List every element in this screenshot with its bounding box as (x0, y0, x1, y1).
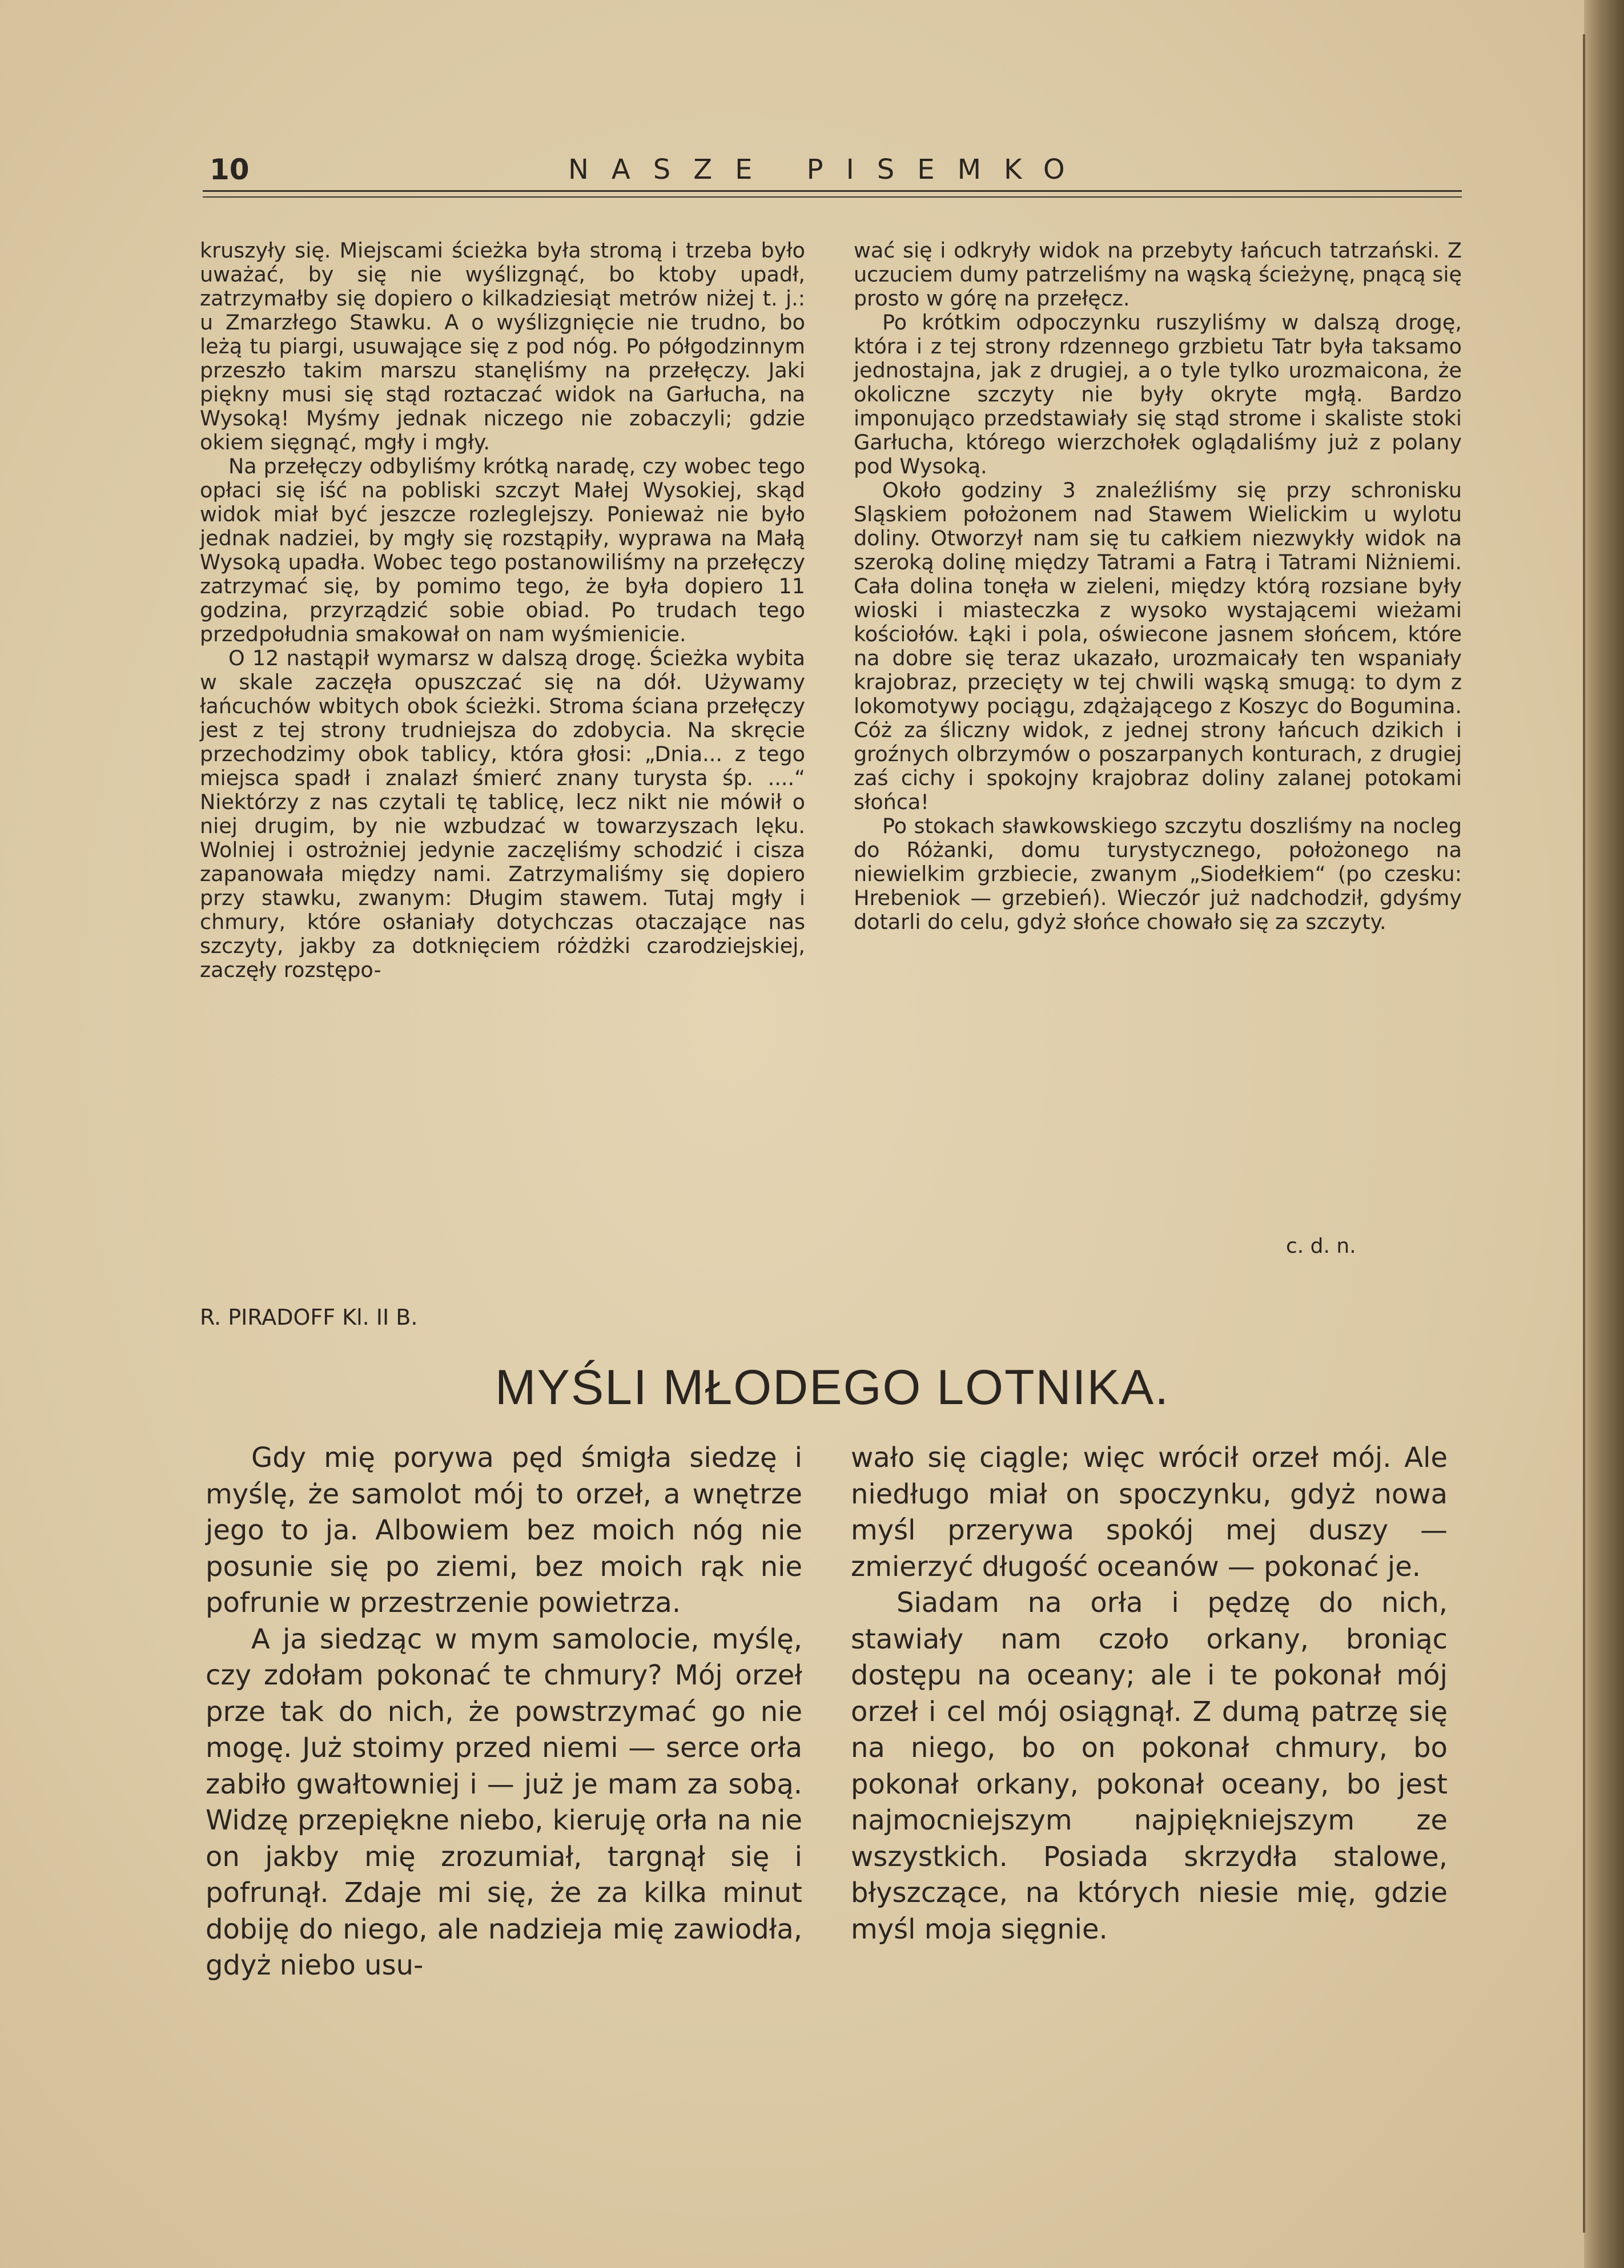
paragraph: Na przełęczy odbyliśmy krótką naradę, czy wobec tego opłaci się iść na pobliski szczyt Małej Wysokiej, skąd widok miał być jeszcze rozleglejszy. Ponieważ nie było jednak nadziei, by mgły się rozstąpiły, wyprawa na Małą Wysoką upadła. Wobec tego postanowiliśmy na przełęczy zatrzymać się, by pomimo tego, że była dopiero 11 godzina, przyrządzić sobie obiad. Po trudach tego przedpołudnia smakował on nam wyśmienicie. (200, 454, 805, 646)
article2-column-left (206, 1440, 802, 1984)
article-title: MYŚLI MŁODEGO LOTNIKA. (495, 1360, 1170, 1415)
page-number: 10 (210, 153, 250, 186)
masthead-title: NASZE PISEMKO (568, 154, 1088, 186)
paragraph: Gdy mię porywa pęd śmigła siedzę i myślę, że samolot mój to orzeł, a wnętrze jego to ja. Albowiem bez moich nóg nie posunie się po ziemi, bez moich rąk nie pofrunie w przestrzenie powietrza. (206, 1442, 802, 1619)
binding-line (1583, 34, 1585, 2233)
article2-column-right (851, 1440, 1448, 1948)
paragraph: A ja siedząc w mym samolocie, myślę, czy zdołam pokonać te chmury? Mój orzeł prze tak do nich, że powstrzymać go nie mogę. Już stoimy przed niemi — serce orła zabiło gwałtowniej i — już je mam za sobą. Widzę przepiękne niebo, kieruję orła na nie on jakby mię zrozumiał, targnął się i pofrunął. Zdaje mi się, że za kilka minut dobiję do niego, ale nadzieja mię zawiodła, gdyż niebo usu- (206, 1623, 802, 1981)
paragraph: Siadam na orła i pędzę do nich, stawiały nam czoło orkany, broniąc dostępu na oceany; ale i te pokonał mój orzeł i cel mój osiągnął. Z dumą patrzę się na niego, bo on pokonał chmury, bo pokonał orkany, pokonał oceany, bo jest najmocniejszym najpiękniejszym ze wszystkich. Posiada skrzydła stalowe, błyszczące, na których niesie mię, gdzie myśl moja sięgnie. (851, 1587, 1448, 1945)
header-rule-top (203, 190, 1462, 192)
paragraph: wać się i odkryły widok na przebyty łańcuch tatrzański. Z uczuciem dumy patrzeliśmy na wąską ścieżynę, pnącą się prosto w górę na przełęcz. (854, 238, 1462, 311)
page-header (203, 150, 1462, 190)
continued-note: c. d. n. (1286, 1234, 1356, 1258)
paragraph: kruszyły się. Miejscami ścieżka była stromą i trzeba było uważać, by się nie wyślizgnąć, bo ktoby upadł, zatrzymałby się dopiero o kilkadziesiąt metrów niżej t. j.: u Zmarzłego Stawku. A o wyślizgnięcie nie trudno, bo leżą tu piargi, usuwające się z pod nóg. Po półgodzinnym przeszło takim marszu stanęliśmy na przełęczy. Jaki piękny musi się stąd roztaczać widok na Garłucha, na Wysoką! Myśmy jednak niczego nie zobaczyli; gdzie okiem sięgnąć, mgły i mgły. (200, 238, 805, 455)
article1-column-right (854, 239, 1462, 934)
paragraph: Po krótkim odpoczynku ruszyliśmy w dalszą drogę, która i z tej strony rdzennego grzbietu Tatr była taksamo jednostajna, jak z drugiej, a o tyle tylko urozmaicona, że okoliczne szczyty nie były okryte mgłą. Bardzo imponująco przedstawiały się stąd strome i skaliste stoki Garłucha, którego wierzchołek oglądaliśmy już z polany pod Wysoką. (854, 310, 1462, 478)
paragraph: O 12 nastąpił wymarsz w dalszą drogę. Ścieżka wybita w skale zaczęła opuszczać się na dół. Używamy łańcuchów wbitych obok ścieżki. Stroma ściana przełęczy jest z tej strony trudniejsza do zdobycia. Na skręcie przechodzimy obok tablicy, która głosi: „Dnia... z tego miejsca spadł i znalazł śmierć znany turysta śp. ....“ Niektórzy z nas czytali tę tablicę, lecz nikt nie mówił o niej drugim, by nie wzbudzać w towarzyszach lęku. Wolniej i ostrożniej jedynie zaczęliśmy schodzić i cisza zapanowała między nami. Zatrzymaliśmy się dopiero przy stawku, zwanym: Długim stawem. Tutaj mgły i chmury, które osłaniały dotychczas otaczające nas szczyty, jakby za dotknięciem różdżki czarodziejskiej, zaczęły rozstępo- (200, 646, 805, 982)
author-byline: R. PIRADOFF Kl. II B. (200, 1305, 418, 1330)
paragraph: Po stokach sławkowskiego szczytu doszliśmy na nocleg do Różanki, domu turystycznego, położonego na niewielkim grzbiecie, zwanym „Siodełkiem“ (po czesku: Hrebeniok — grzebień). Wieczór już nadchodził, gdyśmy dotarli do celu, gdyż słońce chowało się za szczyty. (854, 814, 1462, 934)
paragraph: wało się ciągle; więc wrócił orzeł mój. Ale niedługo miał on spoczynku, gdyż nowa myśl przerywa spokój mej duszy — zmierzyć długość oceanów — pokonać je. (851, 1442, 1448, 1583)
article1-column-left (200, 239, 805, 982)
paragraph: Około godziny 3 znaleźliśmy się przy schronisku Sląskiem położonem nad Stawem Wielickim u wylotu doliny. Otworzył nam się tu całkiem niezwykły widok na szeroką dolinę między Tatrami a Fatrą i Tatrami Niżniemi. Cała dolina tonęła w zieleni, między którą rozsiane były wioski i miasteczka z wysoko wystającemi wieżami kościołów. Łąki i pola, oświecone jasnem słońcem, które na dobre się teraz ukazało, urozmaicały ten wspaniały krajobraz, przecięty w tej chwili wąską smugą: to dym z lokomotywy pociągu, zdążającego z Koszyc do Bogumina. Cóż za śliczny widok, z jednej strony łańcuch dzikich i groźnych olbrzymów o poszarpanych konturach, z drugiej zaś cichy i spokojny krajobraz doliny zalanej potokami słońca! (854, 478, 1462, 814)
page-edge-shadow (1584, 0, 1624, 2268)
header-rule-bottom (203, 196, 1462, 198)
